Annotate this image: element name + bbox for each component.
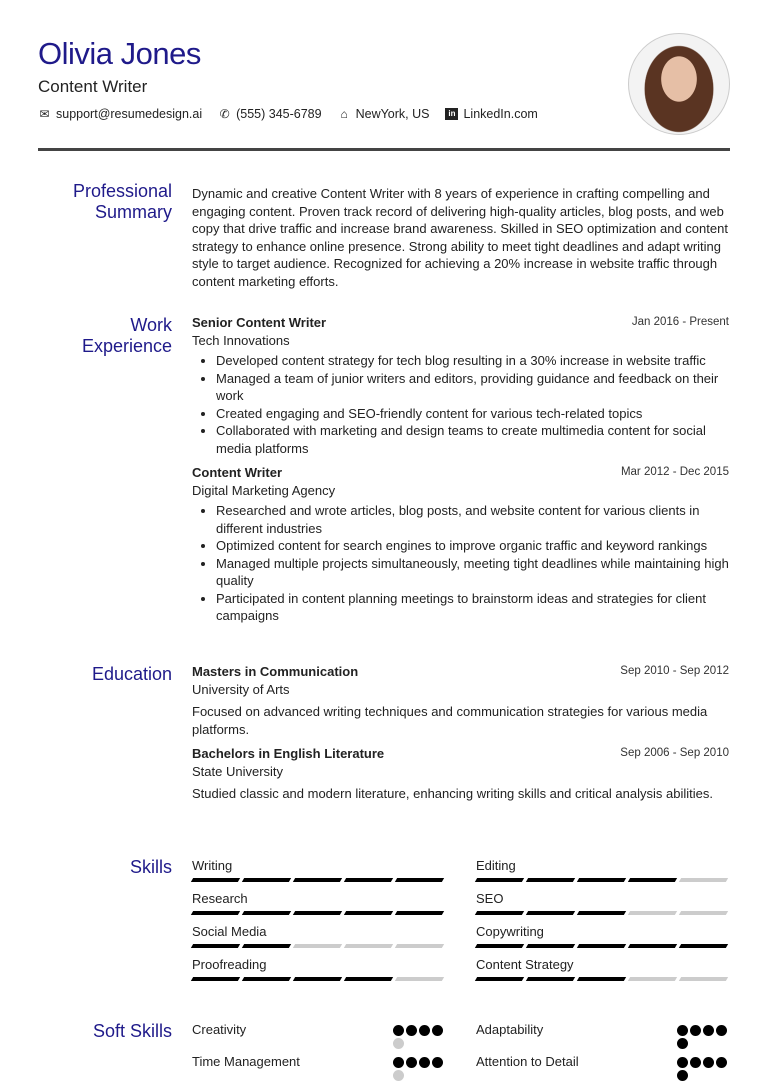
skill-level-segment <box>628 911 677 915</box>
rating-dot <box>703 1057 714 1068</box>
skill-level-segment <box>475 977 524 981</box>
rating-dot <box>419 1057 430 1068</box>
phone-icon: ✆ <box>219 107 230 121</box>
skill-level-segment <box>191 977 240 981</box>
soft-skill-rating <box>677 1054 729 1074</box>
skill-level-segment <box>395 911 444 915</box>
soft-skill-item <box>476 1022 729 1042</box>
skill-name: Research <box>192 891 248 906</box>
rating-dot <box>393 1025 404 1036</box>
edu-date: Sep 2010 - Sep 2012 <box>620 665 729 677</box>
rating-dot <box>432 1025 443 1036</box>
list-item: • Managed multiple projects simultaneously, meeting tight deadlines while maintaining high quality <box>216 555 729 590</box>
skill-level-segment <box>242 944 291 948</box>
skill-level-segment <box>577 944 626 948</box>
edu-description: Focused on advanced writing techniques and communication strategies for various media platforms. <box>192 704 708 737</box>
skill-level-segment <box>475 878 524 882</box>
skill-level-segment <box>344 944 393 948</box>
skill-level-segment <box>344 878 393 882</box>
skill-level-segment <box>577 911 626 915</box>
skill-level-bar <box>476 911 729 915</box>
summary-text: Dynamic and creative Content Writer with 8 years of experience in crafting compelling and engaging content. Proven track record of delivering high-quality articles, blog posts, and web copy that drive traffic and increase brand awareness. Skilled in SEO optimization and content strategy to enhance online presence. Strong ability to meet tight deadlines and adapt writing style to target audience. Recognized for achieving a 20% increase in website traffic through content marketing efforts. <box>192 186 728 289</box>
skill-level-bar <box>476 977 729 981</box>
skill-name: Editing <box>476 858 516 873</box>
list-item: • Created engaging and SEO-friendly content for various tech-related topics <box>216 405 729 423</box>
email[interactable]: support@resumedesign.ai <box>56 107 203 121</box>
skill-level-bar <box>476 944 729 948</box>
skill-level-segment <box>191 878 240 882</box>
rating-dot <box>677 1025 688 1036</box>
section-label-summary: Professional Summary <box>72 181 172 222</box>
edu-date: Sep 2006 - Sep 2010 <box>620 747 729 759</box>
skill-item <box>476 923 729 948</box>
list-item: • Developed content strategy for tech blog resulting in a 30% increase in website traffic <box>216 352 729 370</box>
skill-item <box>192 956 445 981</box>
soft-skills-grid <box>192 1022 729 1074</box>
soft-skill-name: Attention to Detail <box>476 1054 579 1069</box>
job-date: Mar 2012 - Dec 2015 <box>620 466 729 478</box>
skill-level-segment <box>526 878 575 882</box>
skill-level-bar <box>192 911 445 915</box>
skill-level-bar <box>192 878 445 882</box>
skill-level-segment <box>242 911 291 915</box>
skill-level-segment <box>242 977 291 981</box>
soft-skill-name: Creativity <box>192 1022 247 1037</box>
job-date: Jan 2016 - Present <box>631 316 729 328</box>
section-label-skills: Skills <box>129 857 172 877</box>
linkedin[interactable]: LinkedIn.com <box>463 107 538 121</box>
skill-level-segment <box>628 878 677 882</box>
skill-level-segment <box>628 977 677 981</box>
job-entry <box>192 464 729 625</box>
skill-name: Copywriting <box>476 924 544 939</box>
skill-level-segment <box>526 977 575 981</box>
location: NewYork, US <box>355 107 430 121</box>
skill-level-segment <box>293 944 342 948</box>
skill-item <box>476 956 729 981</box>
school: University of Arts <box>192 681 290 697</box>
soft-skill-item <box>192 1054 445 1074</box>
skill-level-segment <box>293 911 342 915</box>
skill-name: SEO <box>476 891 504 906</box>
skill-level-segment <box>526 911 575 915</box>
skill-level-bar <box>476 878 729 882</box>
skill-item <box>476 890 729 915</box>
section-label-experience: Work Experience <box>81 315 172 356</box>
rating-dot <box>677 1038 688 1049</box>
rating-dot <box>419 1025 430 1036</box>
education-entry <box>192 663 729 738</box>
rating-dot <box>406 1025 417 1036</box>
skill-level-segment <box>679 911 728 915</box>
skill-level-segment <box>395 977 444 981</box>
soft-skill-rating <box>393 1022 445 1042</box>
skill-level-segment <box>191 911 240 915</box>
skill-level-segment <box>344 977 393 981</box>
edu-description: Studied classic and modern literature, enhancing writing skills and critical analysis abilities. <box>192 786 713 801</box>
rating-dot <box>677 1057 688 1068</box>
skill-level-segment <box>242 878 291 882</box>
job-position: Senior Content Writer <box>192 315 327 330</box>
school: State University <box>192 763 284 779</box>
rating-dot <box>716 1025 727 1036</box>
degree: Masters in Communication <box>192 664 359 679</box>
contact-info <box>38 107 538 121</box>
skill-level-segment <box>577 977 626 981</box>
rating-dot <box>703 1025 714 1036</box>
experience-list <box>192 314 729 625</box>
skill-name: Social Media <box>192 924 267 939</box>
soft-skill-name: Adaptability <box>476 1022 544 1037</box>
skill-level-segment <box>475 911 524 915</box>
rating-dot <box>393 1070 404 1081</box>
skills-grid <box>192 857 729 981</box>
skill-level-segment <box>475 944 524 948</box>
list-item: • Collaborated with marketing and design teams to create multimedia content for social media platforms <box>216 422 729 457</box>
candidate-name: Olivia Jones <box>38 36 201 71</box>
section-label-soft-skills: Soft Skills <box>92 1021 172 1041</box>
section-label-education: Education <box>91 664 172 684</box>
education-entry <box>192 745 729 803</box>
skill-level-segment <box>628 944 677 948</box>
skill-level-bar <box>192 944 445 948</box>
skill-level-segment <box>344 911 393 915</box>
skill-item <box>192 923 445 948</box>
job-company: Digital Marketing Agency <box>192 482 336 498</box>
envelope-icon: ✉ <box>39 107 50 121</box>
skill-level-segment <box>679 944 728 948</box>
skill-level-segment <box>191 944 240 948</box>
rating-dot <box>690 1025 701 1036</box>
skill-level-segment <box>395 944 444 948</box>
skill-name: Proofreading <box>192 957 267 972</box>
soft-skill-item <box>476 1054 729 1074</box>
rating-dot <box>406 1057 417 1068</box>
list-item: • Researched and wrote articles, blog posts, and website content for various clients in different industries <box>216 502 729 537</box>
skill-item <box>192 890 445 915</box>
skill-item <box>192 857 445 882</box>
rating-dot <box>690 1057 701 1068</box>
rating-dot <box>677 1070 688 1081</box>
divider <box>38 148 730 151</box>
skill-item <box>476 857 729 882</box>
skill-level-segment <box>679 977 728 981</box>
skill-name: Content Strategy <box>476 957 574 972</box>
job-entry <box>192 314 729 457</box>
rating-dot <box>393 1057 404 1068</box>
rating-dot <box>716 1057 727 1068</box>
linkedin-icon: in <box>445 108 458 120</box>
rating-dot <box>432 1057 443 1068</box>
soft-skill-rating <box>393 1054 445 1074</box>
job-position: Content Writer <box>192 465 283 480</box>
skill-level-segment <box>679 878 728 882</box>
rating-dot <box>393 1038 404 1049</box>
skill-name: Writing <box>192 858 233 873</box>
skill-level-segment <box>395 878 444 882</box>
degree: Bachelors in English Literature <box>192 746 385 761</box>
soft-skill-name: Time Management <box>192 1054 300 1069</box>
skill-level-segment <box>526 944 575 948</box>
skill-level-segment <box>577 878 626 882</box>
list-item: • Participated in content planning meetings to brainstorm ideas and strategies for client campaigns <box>216 590 729 625</box>
job-company: Tech Innovations <box>192 332 290 348</box>
phone[interactable]: (555) 345-6789 <box>236 107 322 121</box>
soft-skill-rating <box>677 1022 729 1042</box>
home-icon: ⌂ <box>340 107 348 121</box>
education-list <box>192 663 729 803</box>
skill-level-bar <box>192 977 445 981</box>
soft-skill-item <box>192 1022 445 1042</box>
list-item: • Managed a team of junior writers and editors, providing guidance and feedback on their work <box>216 370 729 405</box>
job-title: Content Writer <box>38 77 148 96</box>
skill-level-segment <box>293 878 342 882</box>
skill-level-segment <box>293 977 342 981</box>
profile-photo <box>628 33 730 135</box>
list-item: • Optimized content for search engines to improve organic traffic and keyword rankings <box>216 537 729 555</box>
